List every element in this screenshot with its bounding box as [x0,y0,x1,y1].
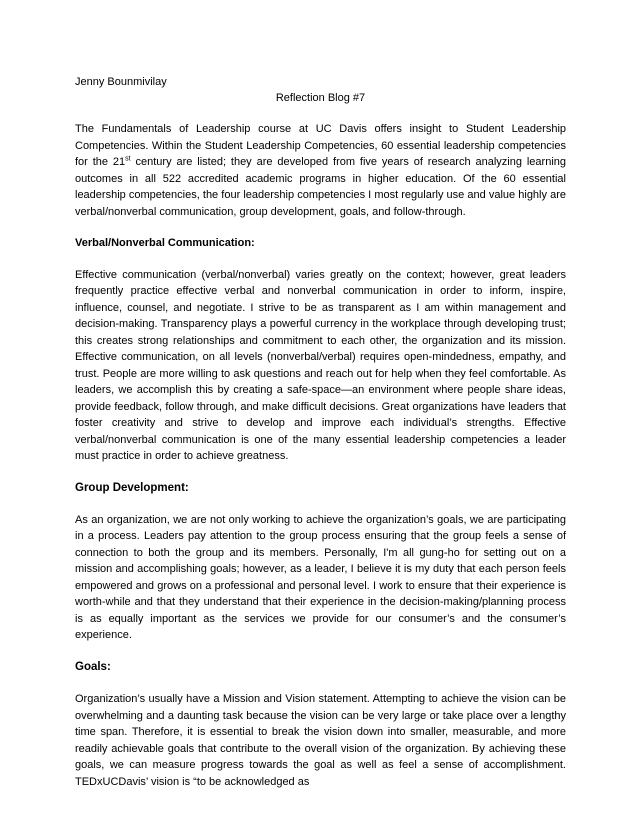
section-body-group-development: As an organization, we are not only working to achieve the organization’s goals, we are participating in a process. Leaders pay attention to the group process ensuring that the group feels a sense of connection to both the group and its members. Personally, I'm all gung-ho for setting out on a mission and accomplishing goals; however, as a leader, I believe it is my duty that each person feels empowered and grows on a professional and personal level. I work to ensure that their experience is worth-while and that they understand that their experience in the decision-making/planning process is as equally important as the services we provide for our consumer’s and the consumer’s experience. [75,513,566,642]
section-body-goals: Organization’s usually have a Mission and Vision statement. Attempting to achieve the vision can be overwhelming and a daunting task because the vision can be very large or take place over a lengthy time span. Therefore, it is essential to break the vision down into smaller, measurable, and more readily achievable goals that contribute to the overall vision of the organization. By achieving these goals, we can measure progress towards the goal as well as feel a sense of accomplishment. TEDxUCDavis’ vision is “to be acknowledged as [75,693,566,788]
section-body-verbal-nonverbal-communication: Effective communication (verbal/nonverbal) varies greatly on the context; however, great leaders frequently practice effective verbal and nonverbal communication in order to inform, inspire, influence, counsel, and negotiate. I strive to be as transparent as I am within management and decision-making. Transparency plays a powerful currency in the workplace through developing trust; this creates strong relationships and commitment to each other, the organization and its mission. Effective communication, on all levels (nonverbal/verbal) requires open-mindedness, empathy, and trust. People are more willing to ask questions and reach out for help when they feel comfortable. As leaders, we accomplish this by creating a safe-space—an environment where people share ideas, provide feedback, follow through, and make difficult decisions. Great organizations have leaders that foster creativity and strive to develop and improve each individual’s strengths. Effective verbal/nonverbal communication is one of the many essential leadership competencies a leader must practice in order to achieve greatness. [75,268,566,462]
section-heading-verbal-nonverbal-communication: Verbal/Nonverbal Communication: [75,237,255,249]
section-heading-goals: Goals: [75,660,111,673]
section-heading-group-development: Group Development: [75,481,189,494]
author-line: Jenny Bounmivilay [75,76,167,88]
doc-title: Reflection Blog #7 [275,92,366,104]
intro-text-after-superscript: century are listed; they are developed from five years of research analyzing learning outcomes in all 522 accredited academic programs in higher education. Of the 60 essential leadership competencies, the four leadership competencies I most regularly use and value highly are verbal/nonverbal communication, group development, goals, and follow-through. [75,156,566,218]
ordinal-superscript: st [125,155,131,163]
intro-text-before-superscript: The Fundamentals of Leadership course at UC Davis offers insight to Student Leadership Competencies. Within the Student Leadership Competencies, 60 essential leadership competencies for the 21 [75,123,566,168]
intro-paragraph [75,121,566,220]
